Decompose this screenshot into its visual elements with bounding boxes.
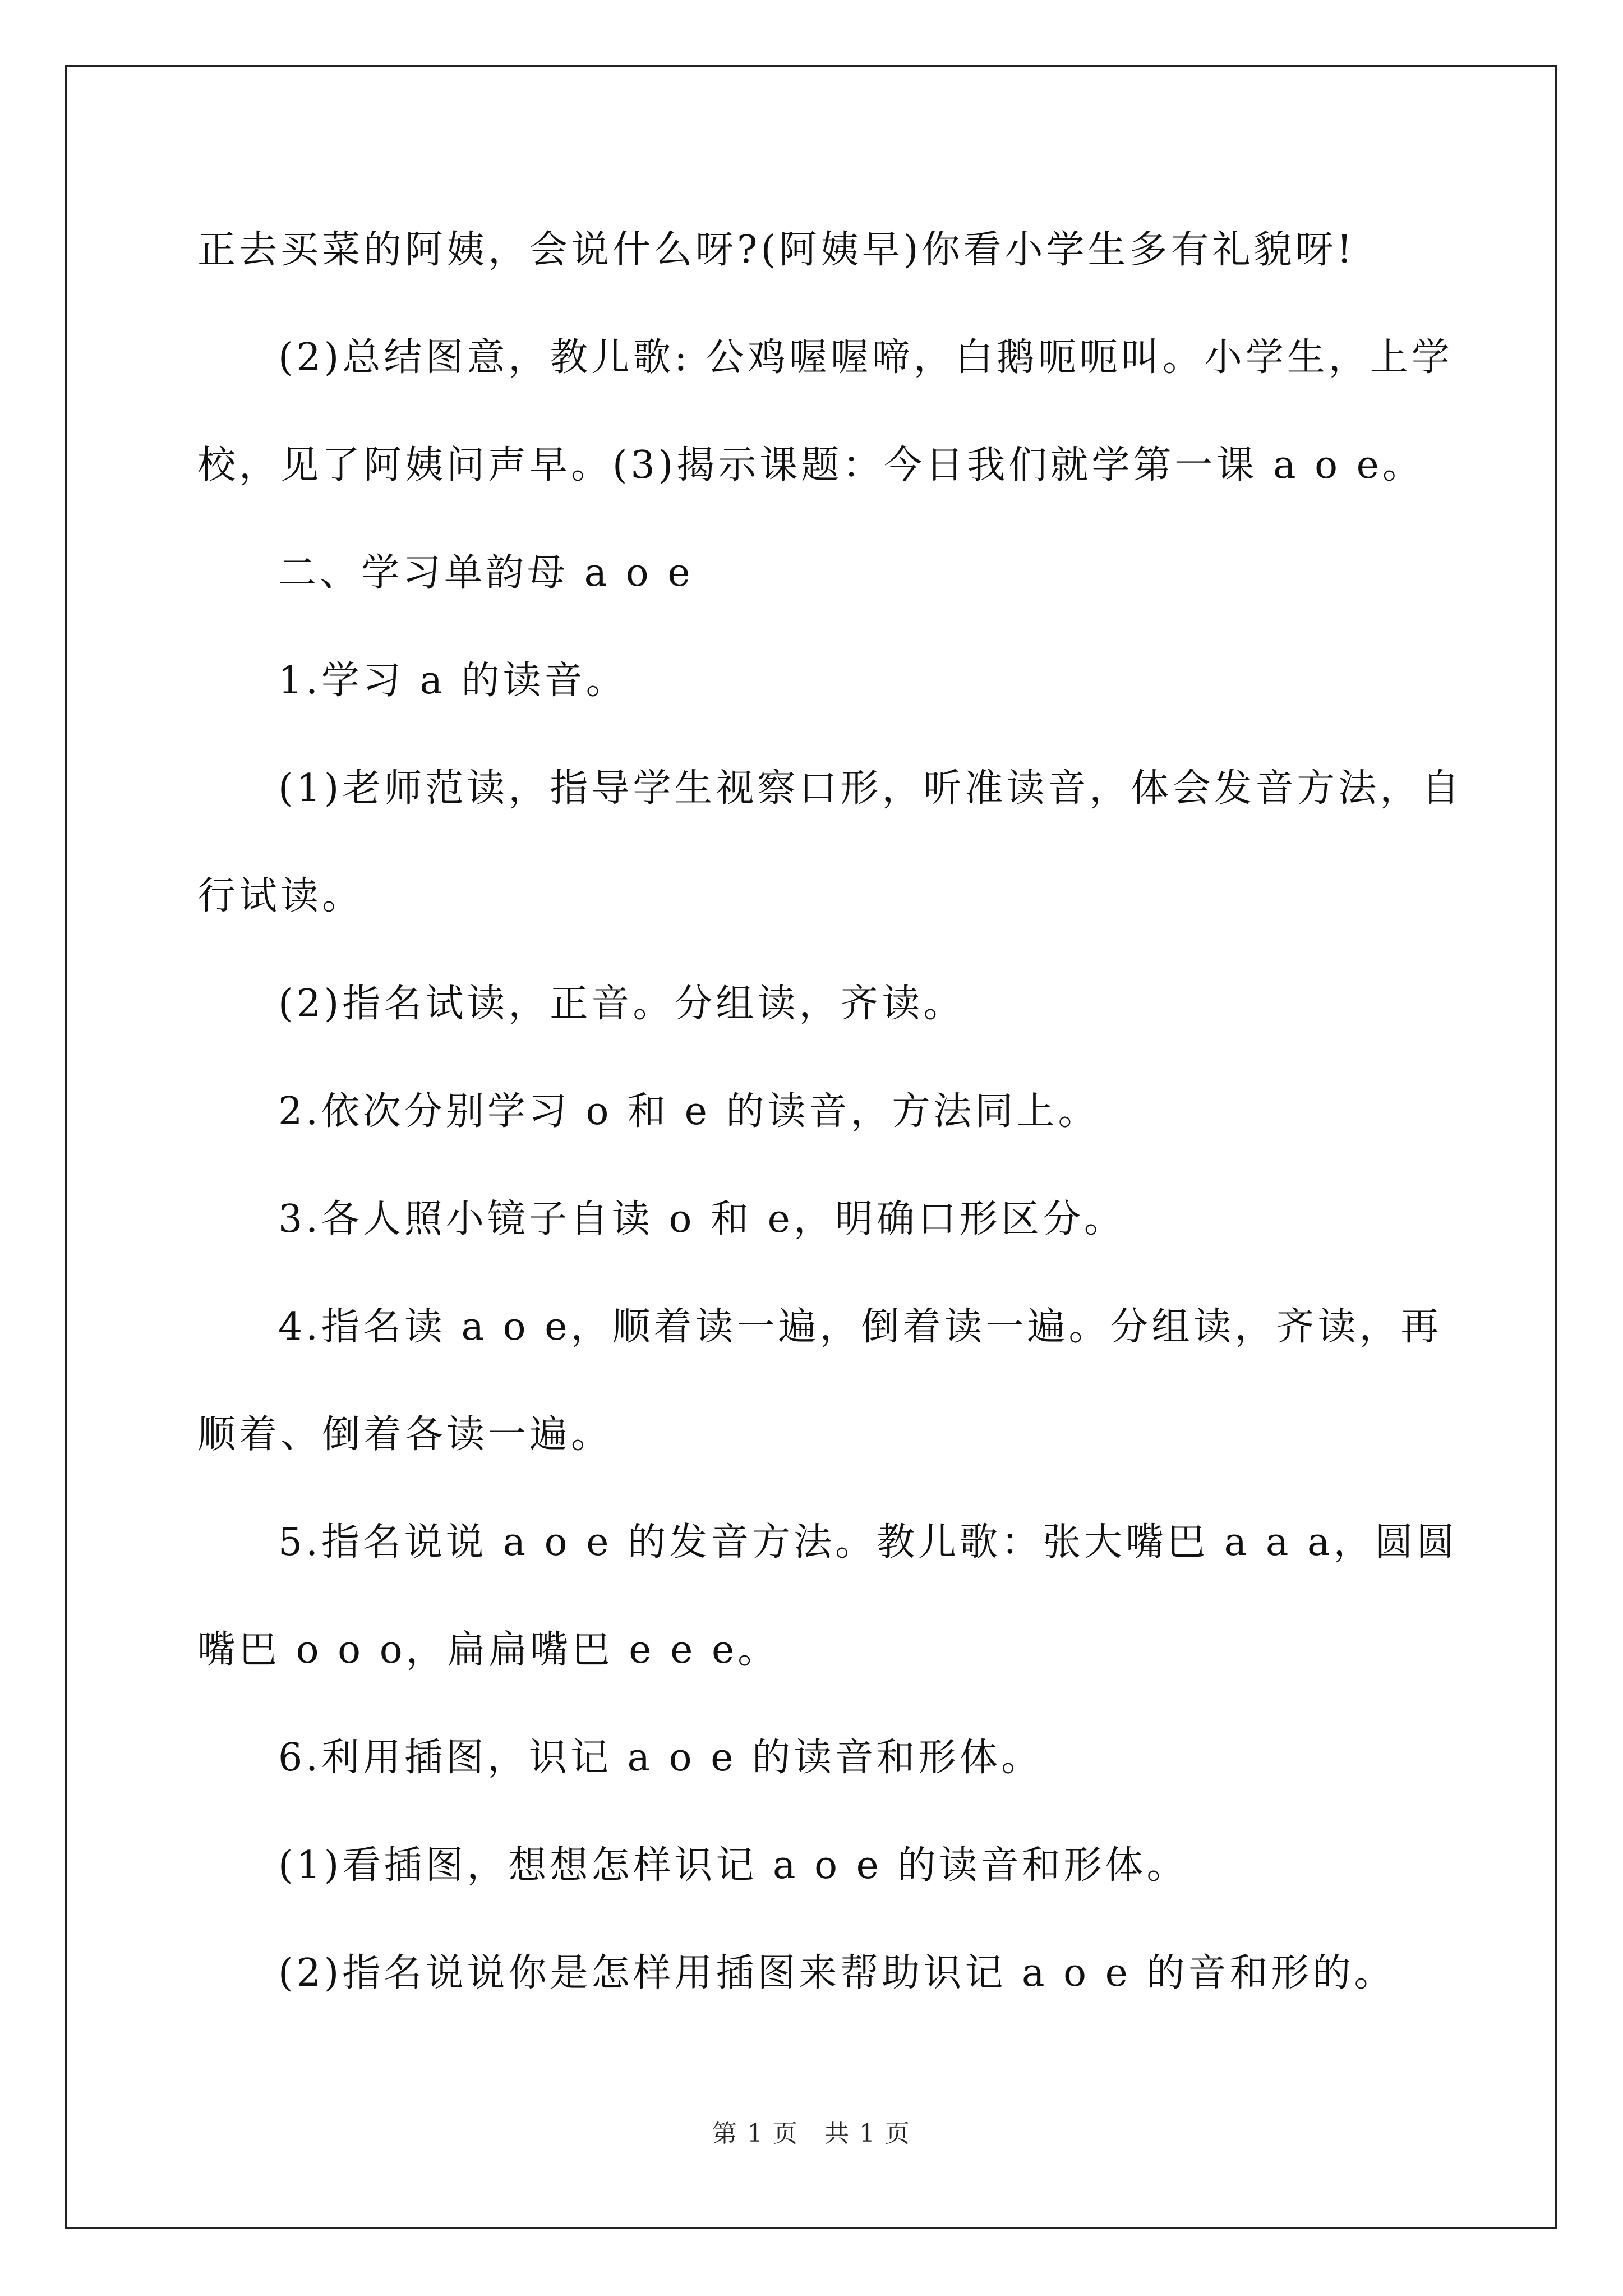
page-number-footer: 第 1 页 共 1 页: [712, 2119, 911, 2148]
text-line-1: 正去买菜的阿姨，会说什么呀?(阿姨早)你看小学生多有礼貌呀!: [197, 228, 1355, 272]
text-line-13: 5.指名说说 a o e 的发音方法。教儿歌：张大嘴巴 a a a，圆圆: [278, 1520, 1458, 1565]
text-line-15: 6.利用插图，识记 a o e 的读音和形体。: [278, 1736, 1043, 1780]
text-line-3: 校，见了阿姨问声早。(3)揭示课题：今日我们就学第一课 a o e。: [197, 443, 1424, 487]
text-line-6: (1)老师范读，指导学生视察口形，听准读音，体会发音方法，自: [278, 766, 1463, 811]
text-line-17: (2)指名说说你是怎样用插图来帮助识记 a o e 的音和形的。: [278, 1951, 1396, 1995]
text-line-5: 1.学习 a 的读音。: [278, 659, 628, 703]
text-line-10: 3.各人照小镜子自读 o 和 e，明确口形区分。: [278, 1197, 1126, 1241]
page-border: [65, 65, 1557, 2229]
text-line-2: (2)总结图意，教儿歌: 公鸡喔喔啼，白鹅呃呃叫。小学生，上学: [278, 335, 1453, 380]
text-line-9: 2.依次分别学习 o 和 e 的读音，方法同上。: [278, 1089, 1100, 1134]
text-line-8: (2)指名试读，正音。分组读，齐读。: [278, 982, 965, 1026]
text-line-14: 嘴巴 o o o，扁扁嘴巴 e e e。: [197, 1628, 780, 1672]
text-line-7: 行试读。: [197, 874, 364, 918]
text-line-12: 顺着、倒着各读一遍。: [197, 1412, 613, 1457]
section-heading: 二、学习单韵母 a o e: [278, 551, 694, 595]
text-line-16: (1)看插图，想想怎样识记 a o e 的读音和形体。: [278, 1843, 1188, 1888]
text-line-11: 4.指名读 a o e，顺着读一遍，倒着读一遍。分组读，齐读，再: [278, 1305, 1442, 1349]
